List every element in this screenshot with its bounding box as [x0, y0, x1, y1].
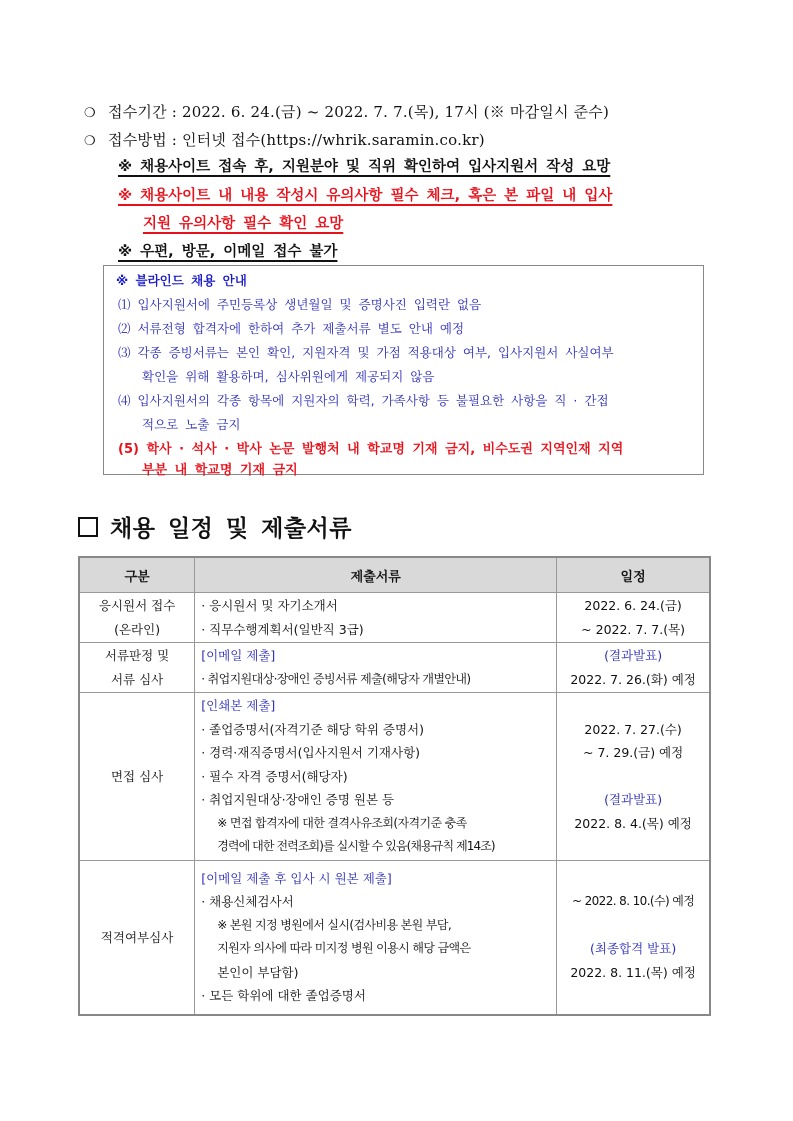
documents-cell: · 응시원서 및 자기소개서 · 직무수행계획서(일반직 3급) — [195, 593, 557, 643]
blind-notice-title: ※ 블라인드 채용 안내 — [116, 273, 247, 288]
blind-recruitment-notice — [103, 265, 704, 478]
table-header-row — [79, 557, 710, 593]
circle-bullet-icon: ❍ — [84, 106, 96, 121]
schedule-cell: (결과발표) 2022. 7. 26.(화) 예정 — [557, 643, 710, 693]
circle-bullet-icon: ❍ — [84, 134, 96, 149]
category-cell: 면접 심사 — [79, 693, 195, 861]
table-row — [79, 693, 710, 861]
schedule-cell: 2022. 6. 24.(금) ~ 2022. 7. 7.(목) — [557, 593, 710, 643]
note-required-check-cont: 지원 유의사항 필수 확인 요망 — [143, 216, 344, 232]
application-method-line: ❍ 접수방법 : 인터넷 접수(https://whrik.saramin.co.kr) — [84, 131, 485, 149]
schedule-table — [78, 556, 711, 1016]
table-row — [79, 861, 710, 1015]
table-row — [79, 593, 710, 643]
schedule-cell: ~ 2022. 8. 10.(수) 예정 (최종합격 발표) 2022. 8. 11.(목) 예정 — [557, 861, 710, 1015]
category-cell: 응시원서 접수 (온라인) — [79, 593, 195, 643]
square-bullet-icon — [78, 517, 98, 537]
documents-cell: [인쇄본 제출] · 졸업증명서(자격기준 해당 학위 증명서) · 경력·재직증명서(입사지원서 기재사항) · 필수 자격 증명서(해당자) · 취업지원대상·장애인 증명 원본 등 ※ 면접 합격자에 대한 결격사유조회(자격기준 충족 경력에 대한 전력조회)를 실시할 수 있음(채용규칙 제14조) — [195, 693, 557, 861]
table-row — [79, 643, 710, 693]
application-period-line: ❍ 접수기간 : 2022. 6. 24.(금) ~ 2022. 7. 7.(목), 17시 (※ 마감일시 준수) — [84, 103, 610, 121]
note-required-check: ※ 채용사이트 내 내용 작성시 유의사항 필수 체크, 혹은 본 파일 내 입사 — [118, 188, 613, 204]
blind-item-4-cont: 적으로 노출 금지 — [142, 417, 241, 432]
blind-item-4: ⑷ 입사지원서의 각종 항목에 지원자의 학력, 가족사항 등 불필요한 사항을 직 · 간접 — [118, 393, 609, 408]
blind-item-5: (5) 학사 · 석사 · 박사 논문 발행처 내 학교명 기재 금지, 비수도권 지역인재 지역 — [118, 442, 624, 457]
note-site-access: ※ 채용사이트 접속 후, 지원분야 및 직위 확인하여 입사지원서 작성 요망 — [118, 159, 611, 175]
blind-item-3: ⑶ 각종 증빙서류는 본인 확인, 지원자격 및 가점 적용대상 여부, 입사지원서 사실여부 — [118, 345, 614, 360]
blind-item-2: ⑵ 서류전형 합격자에 한하여 추가 제출서류 별도 안내 예정 — [118, 321, 465, 336]
blind-item-1: ⑴ 입사지원서에 주민등록상 생년월일 및 증명사진 입력란 없음 — [118, 297, 482, 312]
category-cell: 적격여부심사 — [79, 861, 195, 1015]
header-schedule: 일정 — [557, 557, 710, 593]
category-cell: 서류판정 및 서류 심사 — [79, 643, 195, 693]
blind-item-3-cont: 확인을 위해 활용하며, 심사위원에게 제공되지 않음 — [142, 369, 435, 384]
documents-cell: [이메일 제출 후 입사 시 원본 제출] · 채용신체검사서 ※ 본원 지정 병원에서 실시(검사비용 본원 부담, 지원자 의사에 따라 미지정 병원 이용시 해당 금액은 본인이 부담함) · 모든 학위에 대한 졸업증명서 — [195, 861, 557, 1015]
header-category: 구분 — [79, 557, 195, 593]
schedule-cell: 2022. 7. 27.(수) ~ 7. 29.(금) 예정 (결과발표) 2022. 8. 4.(목) 예정 — [557, 693, 710, 861]
header-documents: 제출서류 — [195, 557, 557, 593]
section-title: 채용 일정 및 제출서류 — [78, 510, 352, 543]
blind-item-5-cont: 부분 내 학교명 기재 금지 — [142, 463, 298, 478]
note-no-mail: ※ 우편, 방문, 이메일 접수 불가 — [118, 244, 338, 260]
documents-cell: [이메일 제출] · 취업지원대상·장애인 증빙서류 제출(해당자 개별안내) — [195, 643, 557, 693]
